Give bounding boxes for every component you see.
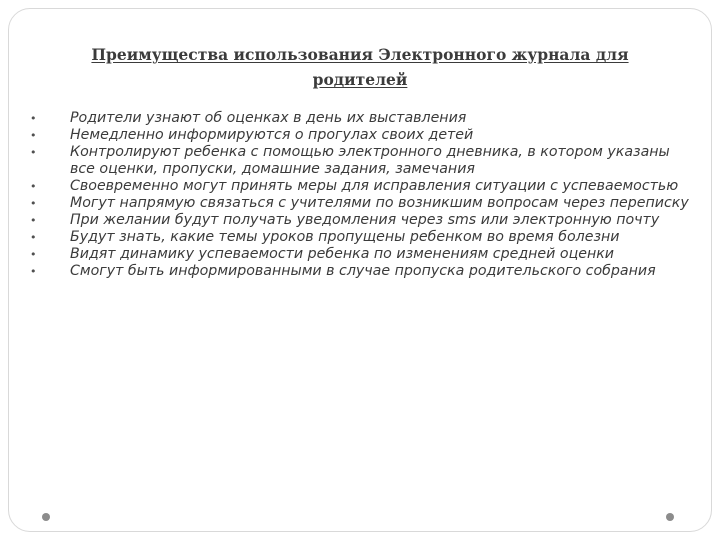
list-item	[30, 110, 690, 127]
list-item	[30, 212, 690, 229]
list-item-text: Контролируют ребенка с помощью электронного дневника, в котором указаны все оценки, пропуски, домашние задания, замечания	[70, 144, 670, 177]
decorative-dot-icon	[42, 513, 50, 521]
list-item-text: Могут напрямую связаться с учителями по возникшим вопросам через переписку	[70, 195, 689, 211]
list-item-text: Своевременно могут принять меры для исправления ситуации с успеваемостью	[70, 178, 679, 194]
bullet-icon: •	[30, 265, 37, 278]
list-item	[30, 195, 690, 212]
bullet-icon: •	[30, 112, 37, 125]
bullet-list	[30, 110, 690, 280]
list-item	[30, 127, 690, 144]
list-item	[30, 246, 690, 263]
bullet-icon: •	[30, 129, 37, 142]
list-item	[30, 229, 690, 246]
decorative-dot-icon	[666, 513, 674, 521]
bullet-icon: •	[30, 146, 37, 159]
slide-title: Преимущества использования Электронного журнала для родителей	[91, 45, 629, 89]
list-item-text: Родители узнают об оценках в день их выставления	[70, 110, 467, 126]
bullet-icon: •	[30, 248, 37, 261]
bullet-icon: •	[30, 214, 37, 227]
list-item	[30, 263, 690, 280]
list-item-text: Смогут быть информированными в случае пропуска родительского собрания	[70, 263, 656, 279]
bullet-icon: •	[30, 197, 37, 210]
list-item-text: При желании будут получать уведомления через sms или электронную почту	[70, 212, 660, 228]
bullet-icon: •	[30, 180, 37, 193]
list-item	[30, 178, 690, 195]
list-item-text: Видят динамику успеваемости ребенка по изменениям средней оценки	[70, 246, 615, 262]
list-item	[30, 144, 690, 178]
list-item-text: Немедленно информируются о прогулах своих детей	[70, 127, 474, 143]
bullet-icon: •	[30, 231, 37, 244]
list-item-text: Будут знать, какие темы уроков пропущены ребенком во время болезни	[70, 229, 620, 245]
